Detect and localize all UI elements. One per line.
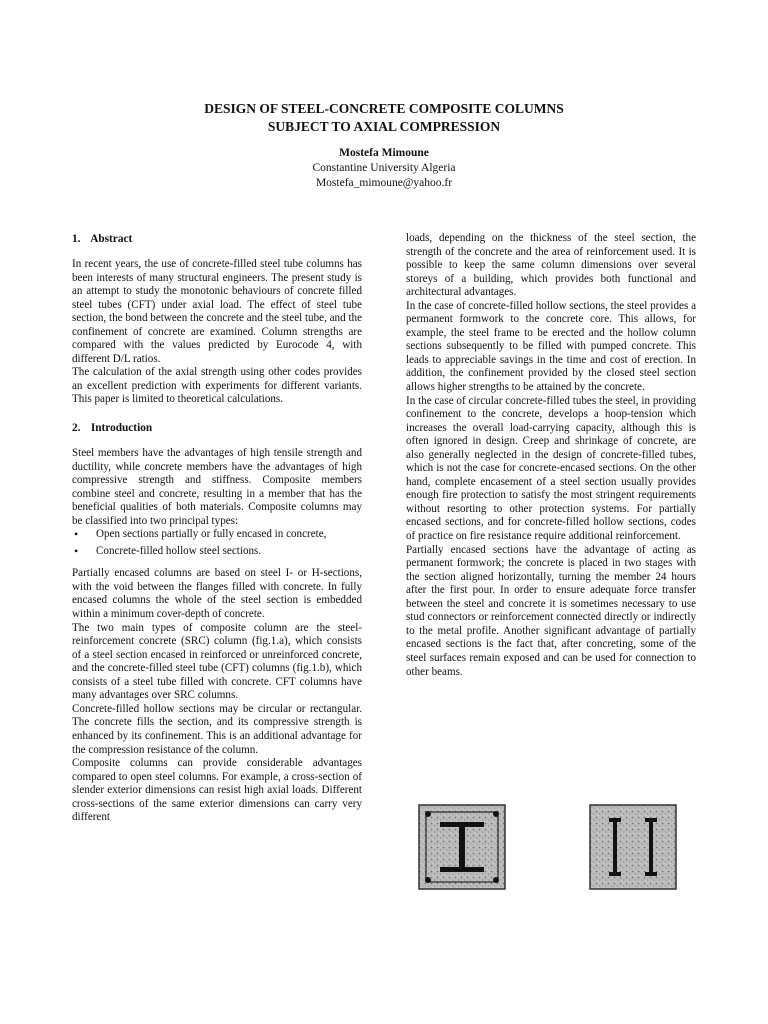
column-types-list	[72, 528, 362, 558]
abstract-heading	[72, 232, 362, 246]
left-column	[72, 232, 362, 825]
figure-encased-section	[589, 804, 677, 890]
author-block	[0, 146, 768, 191]
right-flange	[649, 822, 653, 872]
introduction-paragraph-9: Partially encased sections have the advantage of acting as permanent formwork; the concrete is placed in two stages with the section aligned horizontally, turning the member 24 hours after the first pour. In order to ensure adequate force transfer between the steel and concrete it is sometimes necessary to use stud connectors or reinforcement connected directly or indirectly to the metal profile. Another significant advantage of partially encased sections is the fact that, after concreting, some of the steel surfaces remain exposed and can be used for connection to other beams.	[406, 543, 696, 678]
right-column	[406, 232, 696, 679]
author-affiliation: Constantine University Algeria	[312, 162, 456, 174]
steel-top-flange	[440, 822, 484, 827]
src-section-drawing	[418, 804, 506, 890]
left-flange-top	[609, 818, 621, 822]
abstract-paragraph-2: The calculation of the axial strength using other codes provides an excellent prediction with experiments for different variants. This paper is limited to theoretical calculations.	[72, 366, 362, 406]
paper-title	[0, 100, 768, 136]
right-flange-bottom	[645, 872, 657, 876]
steel-web	[459, 827, 465, 867]
introduction-title: Introduction	[90, 422, 153, 435]
abstract-title: Abstract	[90, 233, 133, 245]
left-flange	[613, 822, 617, 872]
introduction-paragraph-6: loads, depending on the thickness of the steel section, the strength of the concrete and the area of reinforcement used. It is possible to keep the same column dimensions over several storeys of a building, which provides both functional and architectural advantages.	[406, 232, 696, 299]
abstract-paragraph-1: In recent years, the use of concrete-filled steel tube columns has been interests of many structural engineers. The present study is an attempt to study the monotonic behaviours of concrete filled steel tubes (CFT) under axial load. The effect of steel tube section, the bond between the concrete and the steel tube, and the confinement of concrete are examined. Column strengths are compared with the values predicted by Eurocode 4, with different D/L ratios.	[72, 258, 362, 365]
title-line-2: SUBJECT TO AXIAL COMPRESSION	[267, 119, 501, 134]
author-email: Mostefa_mimoune@yahoo.fr	[315, 177, 453, 189]
introduction-number: 2.	[72, 422, 81, 435]
introduction-paragraph-2: Partially encased columns are based on steel I- or H-sections, with the void between the flanges filled with concrete. In fully encased columns the whole of the steel section is embedded within a minimum cover-depth of concrete.	[72, 567, 362, 621]
introduction-paragraph-4: Concrete-filled hollow sections may be circular or rectangular. The concrete fills the section, and its compressive strength is enhanced by its confinement. This is an additional advantage for the compression resistance of the column.	[72, 702, 362, 756]
steel-bottom-flange	[440, 867, 484, 872]
introduction-paragraph-1: Steel members have the advantages of high tensile strength and ductility, while concrete members have the advantages of high compressive strength and stiffness. Composite members combine steel and concrete, resulting in a member that has the beneficial qualities of both materials. Composite columns may be classified into two principal types:	[72, 447, 362, 527]
rebar-top-right	[493, 811, 499, 817]
introduction-paragraph-8: In the case of circular concrete-filled tubes the steel, in providing confinement to the concrete, develops a hoop-tension which increases the overall load-carrying capacity, although this is often ignored in design. Creep and shrinkage of concrete, are also generally neglected in the design of concrete-filled tubes, which is not the case for concrete-encased sections. On the other hand, complete encasement of a steel section usually provides enough fire protection to satisfy the most stringent requirements without resorting to other protection systems. For partially encased sections, and for concrete-filled hollow sections, codes of practice on fire resistance require additional reinforcement.	[406, 394, 696, 543]
right-flange-top	[645, 818, 657, 822]
title-line-1: DESIGN OF STEEL-CONCRETE COMPOSITE COLUMNS	[204, 101, 564, 116]
abstract-number: 1.	[72, 233, 81, 245]
left-flange-bottom	[609, 872, 621, 876]
figure-src-section	[418, 804, 506, 890]
rebar-bottom-left	[425, 877, 431, 883]
introduction-paragraph-3: The two main types of composite column are the steel-reinforcement concrete (SRC) column (fig.1.a), which consists of a steel section encased in reinforced or unreinforced concrete, and the concrete-filled steel tube (CFT) columns (fig.1.b), which consists of a steel tube filled with concrete. CFT columns have many advantages over SRC columns.	[72, 621, 362, 702]
introduction-paragraph-7: In the case of concrete-filled hollow sections, the steel provides a permanent formwork to the concrete core. This allows, for example, the steel frame to be erected and the hollow column sections subsequently to be filled with pumped concrete. This leads to appreciable savings in the time and cost of erection. In addition, the confinement provided by the closed steel section allows higher strengths to be attained by the concrete.	[406, 299, 696, 394]
concrete-infill	[590, 805, 676, 889]
rebar-top-left	[425, 811, 431, 817]
introduction-heading	[72, 421, 362, 435]
author-name: Mostefa Mimoune	[339, 147, 429, 159]
introduction-paragraph-5: Composite columns can provide considerable advantages compared to open steel columns. For example, a cross-section of slender exterior dimensions can resist high axial loads. Different cross-sections of the same exterior dimensions can carry very different	[72, 757, 362, 824]
rebar-bottom-right	[493, 877, 499, 883]
list-item: • Concrete-filled hollow steel sections.	[72, 545, 362, 559]
encased-section-drawing	[589, 804, 677, 890]
list-item: • Open sections partially or fully encased in concrete,	[72, 528, 362, 542]
